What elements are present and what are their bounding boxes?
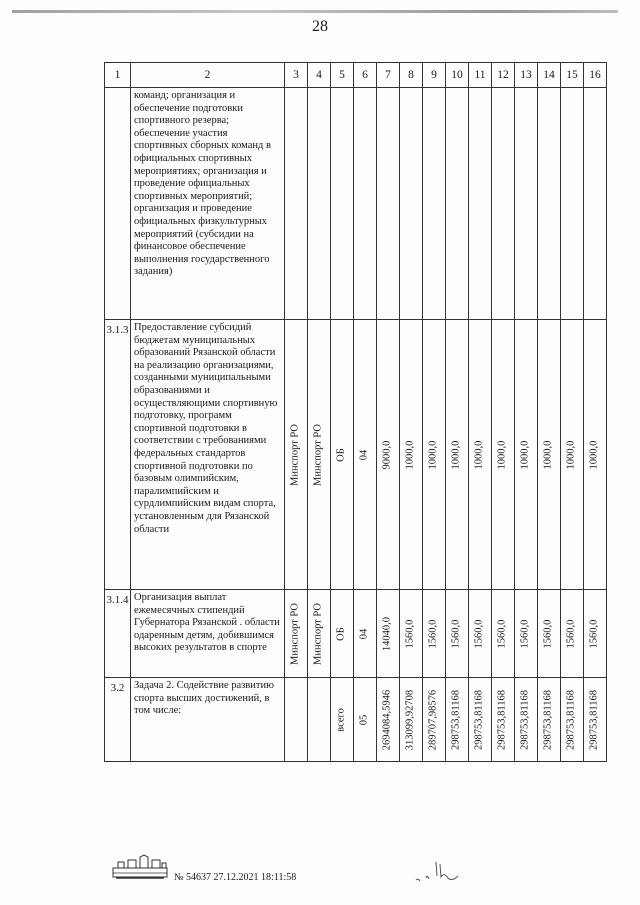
cell-amount-col-10 <box>446 320 469 590</box>
cell-amount-col-14 <box>538 590 561 678</box>
cell-executor <box>285 590 308 678</box>
header-cell-11: 11 <box>469 63 492 88</box>
cell-value: Минспорт РО <box>312 423 324 486</box>
header-cell-8: 8 <box>400 63 423 88</box>
cell-value: 1000,0 <box>473 440 485 469</box>
cell-value: 298753,81168 <box>496 689 508 750</box>
cell-value: 04 <box>358 628 370 639</box>
cell-value: 1560,0 <box>427 619 439 648</box>
cell-amount-col-10 <box>446 88 469 320</box>
cell-value: 1000,0 <box>519 440 531 469</box>
cell-value: 04 <box>358 449 370 460</box>
cell-value: 298753,81168 <box>519 689 531 750</box>
budget-table <box>104 62 607 762</box>
cell-amount-col-7 <box>377 678 400 762</box>
cell-amount-col-16 <box>584 678 607 762</box>
cell-amount-col-7 <box>377 320 400 590</box>
cell-amount-col-12 <box>492 88 515 320</box>
cell-value: 1560,0 <box>519 619 531 648</box>
cell-amount-col-13 <box>515 88 538 320</box>
cell-amount-col-15 <box>561 678 584 762</box>
signature-mark-icon <box>414 858 460 886</box>
registration-stamp-text: № 54637 27.12.2021 18:11:58 <box>174 872 297 883</box>
row-description: Предоставление субсидий бюджетам муниципальных образований Рязанской области на реализацию организациями, созданными муниципальными образованиями и осуществляющими спортивную подготовку, программ спортивной подготовки в соответствии с требованиями федеральных стандартов спортивной подготовки по базовым олимпийским, паралимпийским и сурдлимпийским видам спорта, установленным для Рязанской области <box>131 320 285 590</box>
cell-value: ОБ <box>335 626 347 641</box>
cell-code <box>354 320 377 590</box>
cell-responsible <box>308 320 331 590</box>
cell-funding-source <box>331 590 354 678</box>
cell-value: 1000,0 <box>450 440 462 469</box>
cell-amount-col-9 <box>423 678 446 762</box>
cell-amount-col-13 <box>515 678 538 762</box>
cell-value: 298753,81168 <box>542 689 554 750</box>
cell-amount-col-15 <box>561 590 584 678</box>
cell-amount-col-9 <box>423 320 446 590</box>
cell-funding-source <box>331 320 354 590</box>
cell-value: 298753,81168 <box>565 689 577 750</box>
cell-amount-col-8 <box>400 88 423 320</box>
cell-value: 1000,0 <box>427 440 439 469</box>
cell-amount-col-10 <box>446 678 469 762</box>
cell-executor <box>285 88 308 320</box>
header-cell-14: 14 <box>538 63 561 88</box>
cell-value: 1560,0 <box>588 619 600 648</box>
cell-value: всего <box>335 707 347 732</box>
cell-responsible <box>308 678 331 762</box>
header-cell-5: 5 <box>331 63 354 88</box>
cell-amount-col-12 <box>492 678 515 762</box>
header-cell-16: 16 <box>584 63 607 88</box>
header-cell-7: 7 <box>377 63 400 88</box>
cell-value: 1560,0 <box>473 619 485 648</box>
cell-amount-col-15 <box>561 88 584 320</box>
table-row <box>105 88 607 320</box>
header-cell-6: 6 <box>354 63 377 88</box>
cell-amount-col-13 <box>515 590 538 678</box>
cell-value: 1560,0 <box>542 619 554 648</box>
cell-amount-col-14 <box>538 678 561 762</box>
cell-value: ОБ <box>335 447 347 462</box>
cell-amount-col-11 <box>469 678 492 762</box>
header-cell-12: 12 <box>492 63 515 88</box>
cell-amount-col-9 <box>423 590 446 678</box>
cell-value: 313099,92708 <box>404 689 416 750</box>
cell-amount-col-16 <box>584 88 607 320</box>
row-description: команд; организация и обеспечение подготовки спортивного резерва; обеспечение участия спортивных сборных команд в официальных спортивных мероприятиях; организация и проведение официальных спортивных мероприятий; организация и проведение официальных физкультурных мероприятий (субсидии на финансовое обеспечение выполнения государственного задания) <box>131 88 285 320</box>
header-cell-9: 9 <box>423 63 446 88</box>
header-cell-15: 15 <box>561 63 584 88</box>
cell-amount-col-11 <box>469 320 492 590</box>
cell-amount-col-8 <box>400 320 423 590</box>
cell-amount-col-13 <box>515 320 538 590</box>
page-number: 28 <box>312 18 328 35</box>
cell-value: 2694084,5946 <box>381 689 393 750</box>
table-row <box>105 590 607 678</box>
cell-funding-source <box>331 678 354 762</box>
row-number: 3.1.3 <box>105 320 131 590</box>
cell-value: 1560,0 <box>565 619 577 648</box>
cell-amount-col-9 <box>423 88 446 320</box>
cell-amount-col-10 <box>446 590 469 678</box>
cell-value: 05 <box>358 714 370 725</box>
row-description: Организация выплат ежемесячных стипендий Губернатора Рязанской . области одаренным детям, добившимся высоких результатов в спорте <box>131 590 285 678</box>
cell-amount-col-12 <box>492 590 515 678</box>
cell-responsible <box>308 590 331 678</box>
row-number: 3.2 <box>105 678 131 762</box>
header-cell-1: 1 <box>105 63 131 88</box>
header-row <box>105 63 607 88</box>
cell-value: Минспорт РО <box>289 423 301 486</box>
table-row <box>105 320 607 590</box>
cell-amount-col-7 <box>377 88 400 320</box>
cell-amount-col-16 <box>584 590 607 678</box>
cell-value: 1000,0 <box>542 440 554 469</box>
cell-value: 298753,81168 <box>588 689 600 750</box>
cell-amount-col-14 <box>538 320 561 590</box>
cell-value: 9000,0 <box>381 440 393 469</box>
header-cell-2: 2 <box>131 63 285 88</box>
cell-value: 1000,0 <box>496 440 508 469</box>
cell-responsible <box>308 88 331 320</box>
cell-value: 1000,0 <box>565 440 577 469</box>
cell-value: 1560,0 <box>496 619 508 648</box>
cell-value: 298753,81168 <box>473 689 485 750</box>
row-number: 3.1.4 <box>105 590 131 678</box>
cell-amount-col-11 <box>469 88 492 320</box>
cell-code <box>354 88 377 320</box>
cell-value: 14040,0 <box>381 616 393 651</box>
row-number <box>105 88 131 320</box>
cell-value: Минспорт РО <box>289 602 301 665</box>
cell-amount-col-14 <box>538 88 561 320</box>
scan-top-edge <box>12 10 618 13</box>
row-description: Задача 2. Содействие развитию спорта высших достижений, в том числе: <box>131 678 285 762</box>
header-cell-13: 13 <box>515 63 538 88</box>
cell-value: Минспорт РО <box>312 602 324 665</box>
cell-amount-col-12 <box>492 320 515 590</box>
cell-code <box>354 590 377 678</box>
header-cell-10: 10 <box>446 63 469 88</box>
registry-stamp-icon <box>112 854 168 880</box>
header-cell-3: 3 <box>285 63 308 88</box>
cell-executor <box>285 320 308 590</box>
cell-executor <box>285 678 308 762</box>
cell-code <box>354 678 377 762</box>
cell-amount-col-8 <box>400 678 423 762</box>
cell-value: 298753,81168 <box>450 689 462 750</box>
cell-value: 289707,98576 <box>427 689 439 750</box>
cell-value: 1000,0 <box>404 440 416 469</box>
cell-funding-source <box>331 88 354 320</box>
cell-amount-col-11 <box>469 590 492 678</box>
table-row <box>105 678 607 762</box>
header-cell-4: 4 <box>308 63 331 88</box>
cell-value: 1560,0 <box>404 619 416 648</box>
cell-amount-col-16 <box>584 320 607 590</box>
cell-amount-col-15 <box>561 320 584 590</box>
cell-amount-col-8 <box>400 590 423 678</box>
cell-amount-col-7 <box>377 590 400 678</box>
cell-value: 1560,0 <box>450 619 462 648</box>
cell-value: 1000,0 <box>588 440 600 469</box>
